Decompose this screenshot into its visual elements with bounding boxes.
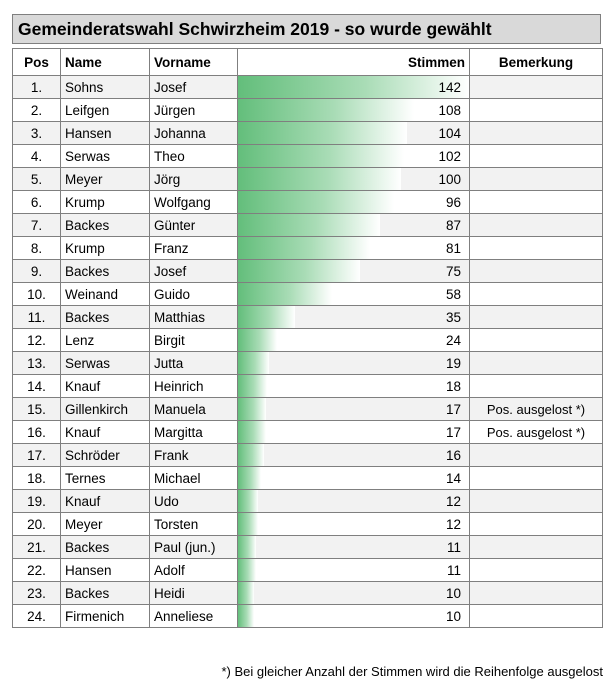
- cell-vorname: Anneliese: [150, 605, 238, 628]
- cell-stimmen: [238, 513, 470, 536]
- votes-data-bar: [238, 306, 295, 328]
- votes-data-bar: [238, 237, 370, 259]
- header-bemerkung: Bemerkung: [470, 49, 603, 76]
- votes-value: 11: [446, 539, 461, 555]
- cell-stimmen: [238, 329, 470, 352]
- cell-stimmen: [238, 122, 470, 145]
- cell-vorname: Heidi: [150, 582, 238, 605]
- cell-name: Serwas: [61, 352, 150, 375]
- cell-vorname: Michael: [150, 467, 238, 490]
- cell-stimmen: [238, 99, 470, 122]
- cell-pos: 22.: [13, 559, 61, 582]
- cell-pos: 6.: [13, 191, 61, 214]
- header-row: [13, 49, 603, 76]
- votes-data-bar: [238, 260, 360, 282]
- cell-pos: 9.: [13, 260, 61, 283]
- cell-pos: 1.: [13, 76, 61, 99]
- cell-bemerkung: [470, 191, 603, 214]
- votes-data-bar: [238, 559, 256, 581]
- cell-stimmen: [238, 398, 470, 421]
- cell-name: Hansen: [61, 559, 150, 582]
- cell-bemerkung: [470, 260, 603, 283]
- cell-bemerkung: [470, 283, 603, 306]
- votes-value: 12: [445, 493, 461, 509]
- table-row: [13, 168, 603, 191]
- table-row: [13, 467, 603, 490]
- cell-stimmen: [238, 490, 470, 513]
- votes-data-bar: [238, 122, 407, 144]
- votes-data-bar: [238, 76, 469, 98]
- cell-vorname: Udo: [150, 490, 238, 513]
- cell-bemerkung: [470, 145, 603, 168]
- votes-value: 14: [445, 470, 461, 486]
- cell-stimmen: [238, 306, 470, 329]
- votes-value: 58: [445, 286, 461, 302]
- votes-data-bar: [238, 421, 266, 443]
- cell-bemerkung: [470, 490, 603, 513]
- header-stimmen: Stimmen: [238, 49, 470, 76]
- cell-name: Weinand: [61, 283, 150, 306]
- cell-pos: 13.: [13, 352, 61, 375]
- votes-data-bar: [238, 444, 264, 466]
- votes-data-bar: [238, 513, 258, 535]
- votes-value: 17: [445, 424, 461, 440]
- cell-name: Backes: [61, 306, 150, 329]
- table-row: [13, 513, 603, 536]
- cell-stimmen: [238, 237, 470, 260]
- cell-name: Backes: [61, 260, 150, 283]
- votes-data-bar: [238, 329, 277, 351]
- cell-vorname: Jürgen: [150, 99, 238, 122]
- cell-vorname: Matthias: [150, 306, 238, 329]
- cell-name: Hansen: [61, 122, 150, 145]
- cell-stimmen: [238, 191, 470, 214]
- votes-data-bar: [238, 168, 401, 190]
- votes-value: 18: [445, 378, 461, 394]
- cell-pos: 14.: [13, 375, 61, 398]
- votes-data-bar: [238, 398, 266, 420]
- cell-stimmen: [238, 605, 470, 628]
- votes-value: 10: [445, 585, 461, 601]
- cell-name: Gillenkirch: [61, 398, 150, 421]
- votes-value: 142: [438, 79, 461, 95]
- cell-name: Krump: [61, 191, 150, 214]
- table-row: [13, 375, 603, 398]
- cell-name: Backes: [61, 582, 150, 605]
- cell-pos: 17.: [13, 444, 61, 467]
- table-row: [13, 260, 603, 283]
- cell-bemerkung: [470, 605, 603, 628]
- cell-vorname: Birgit: [150, 329, 238, 352]
- table-row: [13, 306, 603, 329]
- table-row: [13, 398, 603, 421]
- cell-pos: 4.: [13, 145, 61, 168]
- cell-stimmen: [238, 559, 470, 582]
- votes-value: 10: [445, 608, 461, 624]
- cell-vorname: Margitta: [150, 421, 238, 444]
- cell-bemerkung: [470, 559, 603, 582]
- table-row: [13, 329, 603, 352]
- votes-value: 102: [438, 148, 461, 164]
- votes-value: 104: [438, 125, 461, 141]
- votes-data-bar: [238, 145, 404, 167]
- votes-data-bar: [238, 582, 254, 604]
- cell-vorname: Jutta: [150, 352, 238, 375]
- cell-stimmen: [238, 467, 470, 490]
- table-row: [13, 237, 603, 260]
- cell-stimmen: [238, 283, 470, 306]
- cell-bemerkung: [470, 214, 603, 237]
- cell-name: Backes: [61, 536, 150, 559]
- cell-vorname: Paul (jun.): [150, 536, 238, 559]
- votes-data-bar: [238, 490, 258, 512]
- cell-pos: 23.: [13, 582, 61, 605]
- cell-name: Lenz: [61, 329, 150, 352]
- table-row: [13, 536, 603, 559]
- cell-pos: 24.: [13, 605, 61, 628]
- cell-bemerkung: [470, 122, 603, 145]
- cell-pos: 7.: [13, 214, 61, 237]
- cell-pos: 15.: [13, 398, 61, 421]
- cell-vorname: Jörg: [150, 168, 238, 191]
- cell-stimmen: [238, 260, 470, 283]
- votes-value: 11: [446, 562, 461, 578]
- cell-pos: 3.: [13, 122, 61, 145]
- cell-vorname: Torsten: [150, 513, 238, 536]
- cell-stimmen: [238, 444, 470, 467]
- votes-data-bar: [238, 352, 269, 374]
- votes-data-bar: [238, 467, 261, 489]
- votes-data-bar: [238, 536, 256, 558]
- votes-data-bar: [238, 605, 254, 627]
- footnote: *) Bei gleicher Anzahl der Stimmen wird die Reihenfolge ausgelost: [221, 664, 603, 679]
- cell-bemerkung: Pos. ausgelost *): [470, 398, 603, 421]
- table-row: [13, 283, 603, 306]
- cell-vorname: Frank: [150, 444, 238, 467]
- cell-stimmen: [238, 421, 470, 444]
- table-row: [13, 421, 603, 444]
- cell-bemerkung: [470, 76, 603, 99]
- header-name: Name: [61, 49, 150, 76]
- cell-bemerkung: [470, 168, 603, 191]
- votes-value: 96: [445, 194, 461, 210]
- cell-name: Knauf: [61, 375, 150, 398]
- cell-name: Serwas: [61, 145, 150, 168]
- cell-vorname: Guido: [150, 283, 238, 306]
- cell-vorname: Manuela: [150, 398, 238, 421]
- votes-value: 87: [445, 217, 461, 233]
- cell-name: Ternes: [61, 467, 150, 490]
- cell-name: Backes: [61, 214, 150, 237]
- cell-pos: 11.: [13, 306, 61, 329]
- cell-bemerkung: [470, 513, 603, 536]
- results-table: [12, 48, 603, 628]
- table-row: [13, 490, 603, 513]
- cell-vorname: Theo: [150, 145, 238, 168]
- cell-stimmen: [238, 214, 470, 237]
- cell-bemerkung: [470, 99, 603, 122]
- votes-data-bar: [238, 283, 332, 305]
- table-row: [13, 559, 603, 582]
- cell-pos: 12.: [13, 329, 61, 352]
- cell-bemerkung: [470, 375, 603, 398]
- votes-value: 19: [445, 355, 461, 371]
- cell-stimmen: [238, 76, 470, 99]
- table-row: [13, 214, 603, 237]
- cell-bemerkung: [470, 467, 603, 490]
- votes-value: 35: [445, 309, 461, 325]
- cell-pos: 16.: [13, 421, 61, 444]
- cell-name: Knauf: [61, 421, 150, 444]
- cell-name: Leifgen: [61, 99, 150, 122]
- header-pos: Pos: [13, 49, 61, 76]
- cell-vorname: Josef: [150, 76, 238, 99]
- cell-pos: 18.: [13, 467, 61, 490]
- cell-stimmen: [238, 536, 470, 559]
- votes-value: 24: [445, 332, 461, 348]
- cell-stimmen: [238, 352, 470, 375]
- table-row: [13, 191, 603, 214]
- page-title: Gemeinderatswahl Schwirzheim 2019 - so wurde gewählt: [12, 14, 601, 44]
- cell-stimmen: [238, 582, 470, 605]
- cell-vorname: Josef: [150, 260, 238, 283]
- cell-bemerkung: [470, 536, 603, 559]
- cell-name: Firmenich: [61, 605, 150, 628]
- cell-bemerkung: [470, 237, 603, 260]
- cell-pos: 19.: [13, 490, 61, 513]
- votes-data-bar: [238, 214, 380, 236]
- cell-bemerkung: [470, 352, 603, 375]
- table-row: [13, 582, 603, 605]
- cell-bemerkung: Pos. ausgelost *): [470, 421, 603, 444]
- cell-name: Meyer: [61, 513, 150, 536]
- votes-value: 100: [438, 171, 461, 187]
- cell-name: Meyer: [61, 168, 150, 191]
- table-row: [13, 145, 603, 168]
- votes-data-bar: [238, 99, 414, 121]
- votes-value: 17: [445, 401, 461, 417]
- table-row: [13, 76, 603, 99]
- header-vorname: Vorname: [150, 49, 238, 76]
- cell-name: Schröder: [61, 444, 150, 467]
- cell-pos: 10.: [13, 283, 61, 306]
- cell-vorname: Günter: [150, 214, 238, 237]
- cell-stimmen: [238, 145, 470, 168]
- cell-pos: 5.: [13, 168, 61, 191]
- cell-pos: 20.: [13, 513, 61, 536]
- cell-bemerkung: [470, 582, 603, 605]
- cell-vorname: Wolfgang: [150, 191, 238, 214]
- cell-name: Knauf: [61, 490, 150, 513]
- cell-stimmen: [238, 375, 470, 398]
- cell-name: Sohns: [61, 76, 150, 99]
- cell-name: Krump: [61, 237, 150, 260]
- cell-pos: 2.: [13, 99, 61, 122]
- cell-bemerkung: [470, 444, 603, 467]
- table-row: [13, 122, 603, 145]
- cell-bemerkung: [470, 329, 603, 352]
- votes-value: 81: [445, 240, 461, 256]
- table-row: [13, 444, 603, 467]
- cell-vorname: Franz: [150, 237, 238, 260]
- votes-value: 12: [445, 516, 461, 532]
- cell-bemerkung: [470, 306, 603, 329]
- cell-pos: 8.: [13, 237, 61, 260]
- cell-vorname: Heinrich: [150, 375, 238, 398]
- votes-value: 16: [445, 447, 461, 463]
- table-row: [13, 605, 603, 628]
- cell-vorname: Johanna: [150, 122, 238, 145]
- votes-data-bar: [238, 375, 267, 397]
- table-row: [13, 352, 603, 375]
- table-row: [13, 99, 603, 122]
- votes-value: 108: [438, 102, 461, 118]
- votes-data-bar: [238, 191, 394, 213]
- votes-value: 75: [445, 263, 461, 279]
- cell-pos: 21.: [13, 536, 61, 559]
- cell-stimmen: [238, 168, 470, 191]
- cell-vorname: Adolf: [150, 559, 238, 582]
